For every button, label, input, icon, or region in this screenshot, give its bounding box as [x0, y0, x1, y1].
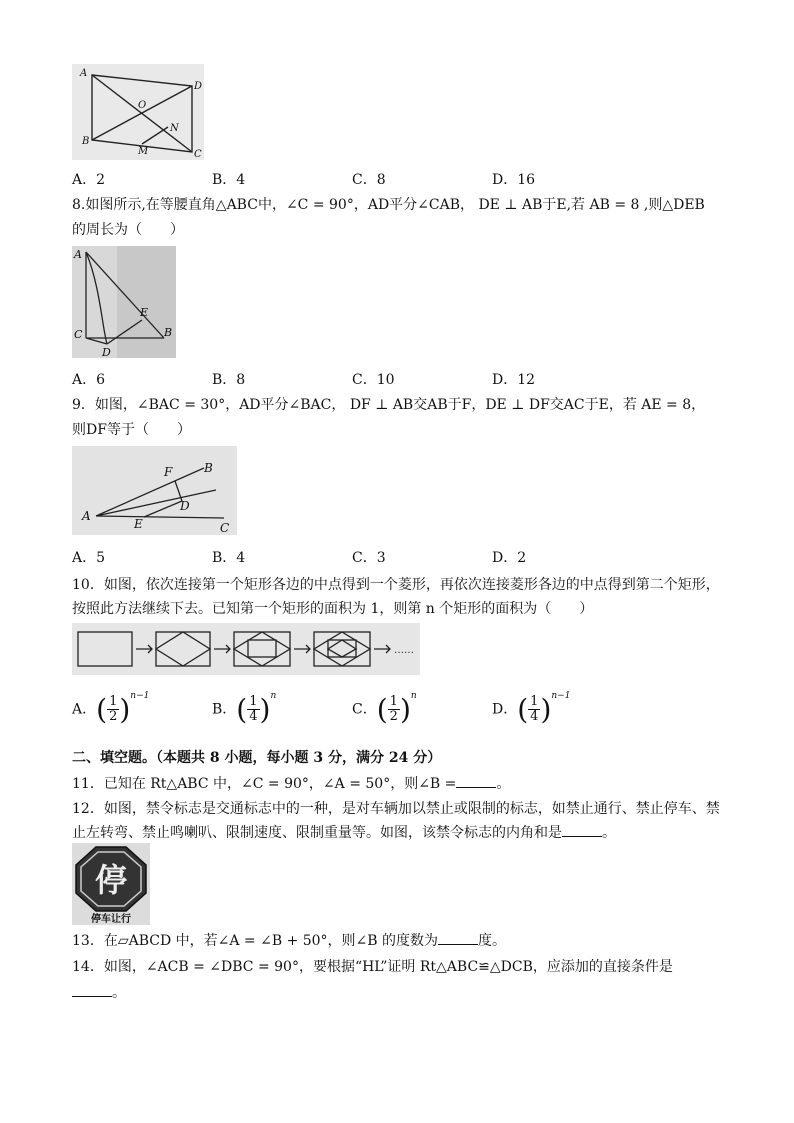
q11-end: 。	[496, 776, 511, 792]
q10-option-b-num: 1	[249, 694, 258, 709]
q10-option-d: D．( $\frac{1}{4}$ )$^{n-1}$	[492, 690, 571, 726]
q10-option-b-label: B．	[212, 701, 237, 718]
q11-text: 11．已知在 Rt△ABC 中，∠C = 90°，∠A = 50°，则∠B =	[72, 776, 457, 792]
q7-option-d: D．16	[492, 172, 536, 188]
q9-option-a: A．5	[72, 550, 106, 566]
q10-question-line2: 按照此方法继续下去。已知第一个矩形的面积为 1，则第 n 个矩形的面积为（ ）	[72, 601, 594, 617]
q7-option-c: C．8	[352, 172, 386, 188]
q9-option-c: C．3	[352, 550, 386, 566]
q8-option-d: D．12	[492, 372, 536, 388]
q8-label-c: C	[74, 328, 83, 341]
q8-label-a: A	[74, 248, 82, 261]
q10-option-a-den: 2	[109, 709, 118, 724]
q9-label-a: A	[82, 509, 91, 523]
q10-question-line1: 10．如图，依次连接第一个矩形各边的中点得到一个菱形，再依次连接菱形各边的中点得到第二个矩形，	[72, 577, 720, 593]
q9-label-e: E	[134, 517, 143, 531]
q10-option-c-den: 2	[389, 709, 398, 724]
q7-option-b: B．4	[212, 172, 246, 188]
q10-option-a-exp: n−1	[130, 690, 150, 701]
q12-answer-blank[interactable]	[562, 823, 602, 837]
q13-text: 13．在▱ABCD 中，若∠A = ∠B + 50°，则∠B 的度数为	[72, 933, 439, 949]
q8-figure	[72, 246, 176, 358]
q12-stop-sign-figure	[72, 843, 150, 925]
q10-option-b-exp: n	[270, 690, 277, 701]
q7-option-a: A．2	[72, 172, 106, 188]
q9-option-d: D．2	[492, 550, 527, 566]
q12-text: 止左转弯、禁止鸣喇叭、限制速度、限制重量等。如图，该禁令标志的内角和是	[72, 825, 562, 841]
q10-option-c-exp: n	[410, 690, 417, 701]
q10-ellipsis: ……	[394, 645, 414, 656]
q10-option-d-num: 1	[530, 694, 539, 709]
q12-sign-char: 停	[94, 861, 128, 899]
section-2-heading: 二、填空题。（本题共 8 小题，每小题 3 分，满分 24 分）	[72, 750, 442, 766]
q10-option-a: A．( $\frac{1}{2}$ )$^{n-1}$	[72, 690, 150, 726]
q9-label-f: F	[164, 465, 173, 479]
q7-label-n: N	[170, 123, 179, 134]
q10-option-d-label: D．	[492, 701, 518, 718]
q10-option-a-label: A．	[72, 701, 97, 718]
q7-label-b: B	[82, 136, 90, 147]
q13-question	[72, 930, 506, 950]
q7-figure	[72, 64, 204, 160]
q8-question-line1: 8.如图所示,在等腰直角△ABC中，∠C = 90°，AD平分∠CAB， DE ⊥ AB于E,若 AB = 8 ,则△DEB	[72, 197, 705, 213]
q12-question-line2	[72, 822, 616, 842]
q14-end: 。	[112, 985, 126, 1001]
q7-label-o: O	[138, 100, 147, 111]
q12-sign-caption: 停车让行	[91, 914, 131, 925]
q10-option-c-label: C．	[352, 701, 377, 718]
q8-option-a: A．6	[72, 372, 106, 388]
q11-question	[72, 773, 510, 793]
q10-option-b-den: 4	[249, 709, 258, 724]
q7-label-a: A	[80, 68, 88, 79]
q11-answer-blank[interactable]	[456, 774, 496, 788]
q10-option-c-num: 1	[389, 694, 398, 709]
q14-answer-blank[interactable]	[72, 983, 112, 997]
q13-answer-blank[interactable]	[438, 931, 478, 945]
q10-figure	[72, 623, 420, 675]
q12-end: 。	[602, 825, 616, 841]
q8-option-b: B．8	[212, 372, 246, 388]
q8-label-e: E	[140, 306, 149, 319]
q14-question-line2	[72, 982, 126, 1002]
q8-question-line2: 的周长为（ ）	[72, 222, 184, 238]
q9-label-c: C	[220, 521, 230, 535]
q9-label-b: B	[204, 461, 213, 475]
q10-option-b: B．( $\frac{1}{4}$ )$^n$	[212, 690, 277, 726]
q12-question-line1: 12．如图，禁令标志是交通标志中的一种，是对车辆加以禁止或限制的标志，如禁止通行、禁止停车、禁	[72, 801, 720, 817]
q10-option-d-exp: n−1	[551, 690, 571, 701]
q13-end: 度。	[478, 933, 507, 949]
q8-label-d: D	[102, 346, 111, 358]
q9-question-line1: 9．如图，∠BAC = 30°，AD平分∠BAC， DF ⊥ AB交AB于F，DE ⊥ DF交AC于E，若 AE = 8，	[72, 397, 706, 413]
q9-question-line2: 则DF等于（ ）	[72, 422, 191, 438]
q7-label-d: D	[194, 81, 203, 92]
q9-label-d: D	[180, 499, 190, 513]
q9-figure	[72, 446, 237, 535]
q10-option-d-den: 4	[530, 709, 539, 724]
q7-label-c: C	[194, 149, 202, 160]
q10-option-c: C．( $\frac{1}{2}$ )$^n$	[352, 690, 417, 726]
q14-question-line1: 14．如图，∠ACB = ∠DBC = 90°，要根据“HL”证明 Rt△ABC≌△DCB，应添加的直接条件是	[72, 959, 673, 975]
q7-label-m: M	[138, 146, 149, 157]
q8-option-c: C．10	[352, 372, 395, 388]
q9-option-b: B．4	[212, 550, 246, 566]
q10-option-a-num: 1	[109, 694, 118, 709]
q8-label-b: B	[164, 326, 173, 339]
